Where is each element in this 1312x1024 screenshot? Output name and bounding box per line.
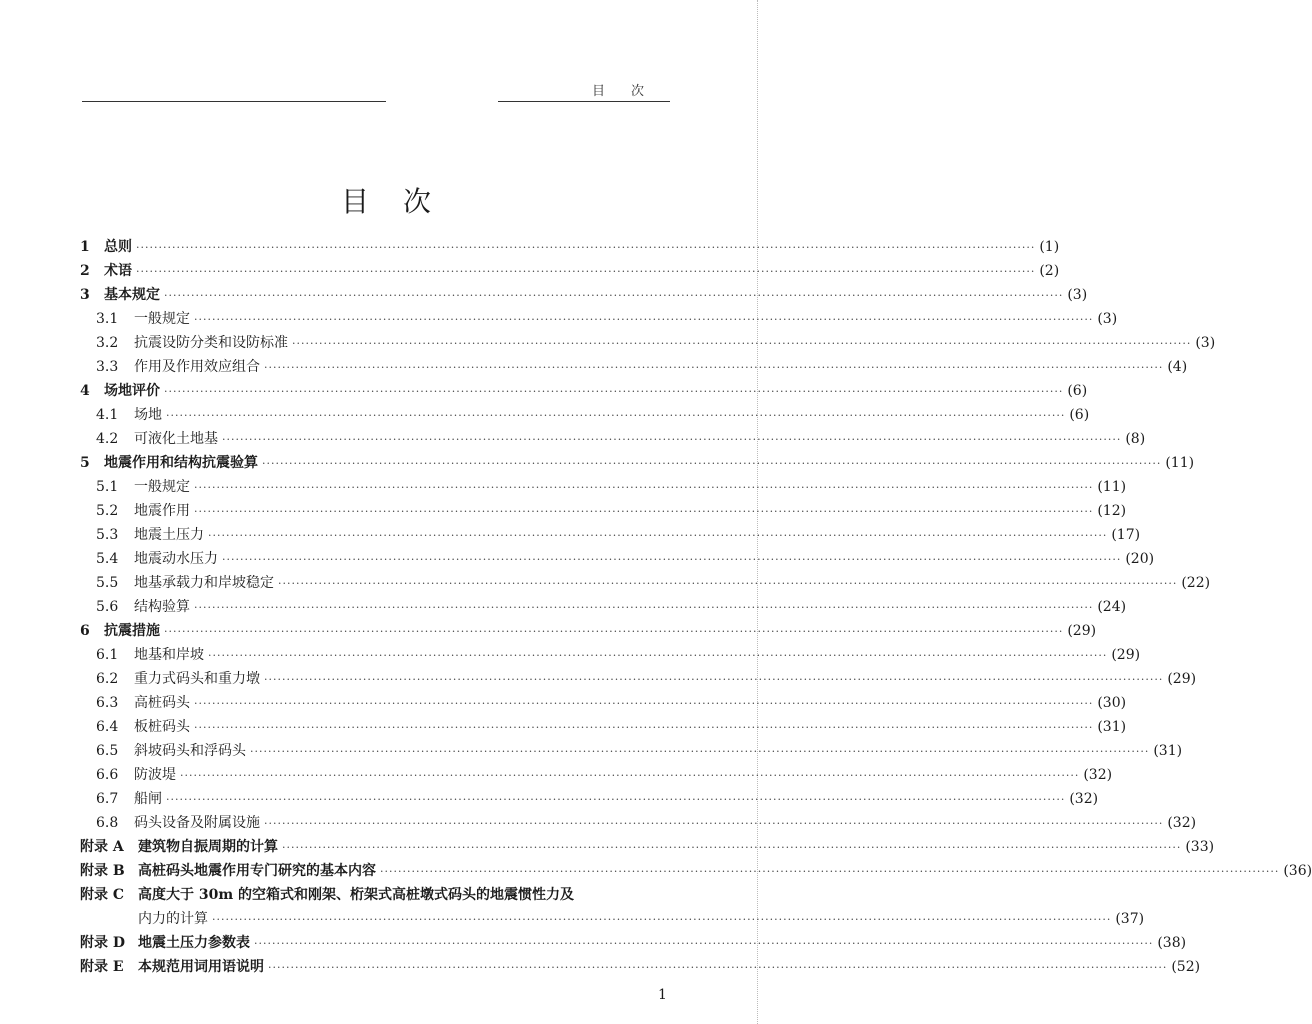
toc-entry-label	[96, 332, 288, 352]
toc-entry-number: 3.1	[96, 311, 119, 327]
toc-entry[interactable]	[80, 332, 1216, 356]
page-number: 1	[658, 987, 667, 1003]
toc-entry-title: 高桩码头地震作用专门研究的基本内容	[138, 863, 376, 879]
toc-entry-label	[96, 788, 162, 808]
toc-leader-dots: ········································································································································································································	[292, 337, 1192, 350]
toc-entry-number: 5.6	[96, 599, 119, 615]
toc-page-number: (17)	[1111, 527, 1141, 543]
toc-entry-number: 5.5	[96, 575, 119, 591]
toc-page-number: (11)	[1165, 455, 1195, 471]
toc-entry-number: 6.1	[96, 647, 119, 663]
toc-entry-number: 6.6	[96, 767, 119, 783]
toc-entry-title: 总则	[104, 239, 132, 255]
toc-page-number: (33)	[1185, 839, 1215, 855]
toc-entry-number: 5.3	[96, 527, 119, 543]
toc-page-number: (32)	[1069, 791, 1099, 807]
toc-entry-title: 地震动水压力	[134, 551, 218, 567]
toc-leader-dots: ········································································································································································································	[282, 841, 1182, 854]
toc-entry-title: 一般规定	[134, 479, 190, 495]
toc-page-number: (22)	[1181, 575, 1211, 591]
toc-entry-title: 地基和岸坡	[134, 647, 204, 663]
toc-page-number: (29)	[1111, 647, 1141, 663]
toc-entry[interactable]	[80, 452, 1195, 476]
toc-entry-number: 5.2	[96, 503, 119, 519]
toc-leader-dots: ········································································································································································································	[222, 553, 1122, 566]
toc-entry-title: 防波堤	[134, 767, 176, 783]
toc-entry[interactable]	[80, 788, 1099, 812]
toc-entry-label	[96, 812, 260, 832]
toc-leader-dots: ········································································································································································································	[222, 433, 1122, 446]
toc-page-number: (2)	[1039, 263, 1060, 279]
toc-page-number: (3)	[1097, 311, 1118, 327]
toc-entry-label	[96, 548, 218, 568]
toc-entry-label	[80, 956, 264, 976]
toc-page-number: (32)	[1083, 767, 1113, 783]
toc-leader-dots: ········································································································································································································	[194, 601, 1094, 614]
toc-page-number: (11)	[1097, 479, 1127, 495]
toc-entry-number: 附录 D	[80, 935, 126, 951]
toc-entry-number: 4.2	[96, 431, 119, 447]
toc-entry[interactable]	[80, 932, 1187, 956]
toc-entry-label	[96, 500, 190, 520]
toc-page-number: (6)	[1069, 407, 1090, 423]
toc-entry-title: 船闸	[134, 791, 162, 807]
toc-entry[interactable]	[80, 404, 1090, 428]
toc-entry[interactable]	[80, 692, 1127, 716]
page-title: 目次	[340, 185, 465, 218]
toc-entry[interactable]	[80, 716, 1127, 740]
toc-entry-title: 本规范用词用语说明	[138, 959, 264, 975]
toc-entry[interactable]	[80, 476, 1127, 500]
toc-entry-title: 一般规定	[134, 311, 190, 327]
toc-entry[interactable]	[80, 548, 1155, 572]
toc-entry-title: 内力的计算	[138, 911, 208, 927]
toc-entry-number: 附录 B	[80, 863, 125, 879]
toc-entry-label	[80, 284, 160, 304]
toc-page-number: (30)	[1097, 695, 1127, 711]
toc-entry[interactable]	[80, 356, 1188, 380]
toc-entry-label	[96, 428, 218, 448]
toc-entry[interactable]	[80, 764, 1113, 788]
toc-page-number: (24)	[1097, 599, 1127, 615]
toc-entry-number: 6.5	[96, 743, 119, 759]
toc-leader-dots: ········································································································································································································	[136, 241, 1036, 254]
toc-entry-label	[96, 524, 204, 544]
toc-page-number: (37)	[1115, 911, 1145, 927]
toc-entry[interactable]	[80, 308, 1118, 332]
toc-entry[interactable]	[80, 524, 1141, 548]
toc-entry-label	[96, 716, 190, 736]
toc-leader-dots: ········································································································································································································	[194, 697, 1094, 710]
toc-entry[interactable]	[80, 620, 1097, 644]
toc-entry-label	[96, 740, 246, 760]
toc-entry-label	[96, 404, 162, 424]
toc-leader-dots: ········································································································································································································	[380, 865, 1280, 878]
toc-leader-dots: ········································································································································································································	[194, 721, 1094, 734]
toc-entry-label	[96, 764, 176, 784]
toc-entry-label	[96, 572, 274, 592]
toc-entry[interactable]	[80, 668, 1197, 692]
toc-page-number: (20)	[1125, 551, 1155, 567]
toc-entry-title: 高度大于 30m 的空箱式和刚架、桁架式高桩墩式码头的地震惯性力及	[138, 887, 575, 903]
toc-page-number: (3)	[1067, 287, 1088, 303]
toc-entry-label	[80, 380, 160, 400]
toc-entry-label	[80, 932, 250, 952]
toc-entry-label	[96, 692, 190, 712]
toc-entry-title: 高桩码头	[134, 695, 190, 711]
toc-entry-label	[80, 836, 278, 856]
toc-entry-title: 码头设备及附属设施	[134, 815, 260, 831]
toc-leader-dots: ········································································································································································································	[254, 937, 1154, 950]
toc-entry-number: 5	[80, 455, 90, 471]
toc-entry-label	[80, 236, 132, 256]
toc-entry-number: 5.1	[96, 479, 119, 495]
toc-entry-label	[96, 596, 190, 616]
toc-leader-dots: ········································································································································································································	[180, 769, 1080, 782]
toc-entry-title: 地震土压力参数表	[138, 935, 250, 951]
header-rule-left	[82, 101, 386, 102]
toc-entry[interactable]	[80, 860, 1312, 884]
toc-entry-title: 抗震措施	[104, 623, 160, 639]
toc-entry-number: 3.3	[96, 359, 119, 375]
toc-leader-dots: ········································································································································································································	[264, 361, 1164, 374]
toc-entry[interactable]	[80, 260, 1060, 284]
toc-entry-label	[80, 884, 574, 904]
toc-leader-dots: ········································································································································································································	[250, 745, 1150, 758]
toc-entry-title: 建筑物自振周期的计算	[138, 839, 278, 855]
toc-entry-label	[96, 644, 204, 664]
toc-leader-dots: ········································································································································································································	[212, 913, 1112, 926]
toc-entry-number: 3.2	[96, 335, 119, 351]
toc-leader-dots: ········································································································································································································	[264, 817, 1164, 830]
toc-entry-number: 4.1	[96, 407, 119, 423]
toc-leader-dots: ········································································································································································································	[166, 793, 1066, 806]
toc-page-number: (4)	[1167, 359, 1188, 375]
toc-entry-number: 附录 A	[80, 839, 124, 855]
toc-entry-label	[80, 860, 376, 880]
toc-leader-dots: ········································································································································································································	[164, 625, 1064, 638]
toc-entry-number: 1	[80, 239, 90, 255]
toc-entry-title: 地震作用和结构抗震验算	[104, 455, 258, 471]
toc-entry[interactable]	[80, 500, 1127, 524]
toc-leader-dots: ········································································································································································································	[136, 265, 1036, 278]
toc-entry[interactable]	[80, 572, 1211, 596]
toc-entry[interactable]	[80, 740, 1183, 764]
toc-entry[interactable]	[80, 428, 1146, 452]
toc-entry[interactable]	[80, 836, 1215, 860]
toc-page-number: (31)	[1153, 743, 1183, 759]
toc-entry-title: 地震土压力	[134, 527, 204, 543]
toc-page-number: (29)	[1067, 623, 1097, 639]
toc-entry-label	[80, 260, 132, 280]
toc-entry-label	[80, 620, 160, 640]
toc-entry-number: 附录 C	[80, 887, 125, 903]
toc-entry[interactable]	[80, 596, 1127, 620]
toc-entry-title: 斜坡码头和浮码头	[134, 743, 246, 759]
toc-leader-dots: ········································································································································································································	[194, 505, 1094, 518]
toc-entry-number: 5.4	[96, 551, 119, 567]
toc-entry-title: 板桩码头	[134, 719, 190, 735]
toc-entry-number: 3	[80, 287, 90, 303]
toc-leader-dots: ········································································································································································································	[268, 961, 1168, 974]
toc-entry[interactable]	[80, 812, 1197, 836]
header-rule-right	[498, 101, 670, 102]
toc-leader-dots: ········································································································································································································	[208, 649, 1108, 662]
toc-page-number: (52)	[1171, 959, 1201, 975]
toc-entry-label	[96, 668, 260, 688]
toc-entry-number: 6	[80, 623, 90, 639]
toc-entry-title: 场地	[134, 407, 162, 423]
toc-entry-title: 基本规定	[104, 287, 160, 303]
toc-entry-title: 地基承载力和岸坡稳定	[134, 575, 274, 591]
toc-entry-number: 6.8	[96, 815, 119, 831]
toc-page-number: (12)	[1097, 503, 1127, 519]
toc-leader-dots: ········································································································································································································	[194, 481, 1094, 494]
toc-leader-dots: ········································································································································································································	[164, 289, 1064, 302]
toc-entry-title: 术语	[104, 263, 132, 279]
toc-entry-label	[138, 908, 208, 928]
toc-leader-dots: ········································································································································································································	[194, 313, 1094, 326]
toc-page-number: (8)	[1125, 431, 1146, 447]
toc-page-number: (38)	[1157, 935, 1187, 951]
toc-entry[interactable]	[80, 908, 1145, 932]
toc-leader-dots: ········································································································································································································	[166, 409, 1066, 422]
toc-entry[interactable]	[80, 644, 1141, 668]
toc-entry-title: 作用及作用效应组合	[134, 359, 260, 375]
toc-leader-dots: ········································································································································································································	[208, 529, 1108, 542]
toc-leader-dots: ········································································································································································································	[164, 385, 1064, 398]
toc-page-number: (29)	[1167, 671, 1197, 687]
running-header: 目次	[591, 84, 670, 99]
toc-entry[interactable]	[80, 236, 1060, 260]
toc-entry-label	[80, 452, 258, 472]
toc-leader-dots: ········································································································································································································	[264, 673, 1164, 686]
toc-page-number: (1)	[1039, 239, 1060, 255]
toc-entry-number: 附录 E	[80, 959, 124, 975]
toc-entry-label	[96, 476, 190, 496]
toc-entry-title: 重力式码头和重力墩	[134, 671, 260, 687]
toc-entry-number: 2	[80, 263, 90, 279]
toc-leader-dots: ········································································································································································································	[278, 577, 1178, 590]
toc-page-number: (32)	[1167, 815, 1197, 831]
toc-page-number: (31)	[1097, 719, 1127, 735]
table-of-contents	[80, 236, 1312, 980]
toc-entry-number: 6.3	[96, 695, 119, 711]
toc-leader-dots: ········································································································································································································	[262, 457, 1162, 470]
toc-entry-number: 6.4	[96, 719, 119, 735]
toc-entry-number: 6.2	[96, 671, 119, 687]
toc-entry-title: 可液化土地基	[134, 431, 218, 447]
toc-entry-title: 结构验算	[134, 599, 190, 615]
toc-entry-number: 6.7	[96, 791, 119, 807]
toc-entry[interactable]	[80, 284, 1088, 308]
toc-entry-number: 4	[80, 383, 90, 399]
toc-entry[interactable]	[80, 380, 1088, 404]
toc-entry[interactable]	[80, 884, 670, 908]
toc-page-number: (3)	[1195, 335, 1216, 351]
toc-entry-title: 场地评价	[104, 383, 160, 399]
toc-page-number: (6)	[1067, 383, 1088, 399]
toc-entry-label	[96, 308, 190, 328]
toc-entry-label	[96, 356, 260, 376]
toc-page-number: (36)	[1283, 863, 1312, 879]
toc-entry-title: 地震作用	[134, 503, 190, 519]
toc-entry[interactable]	[80, 956, 1201, 980]
toc-entry-title: 抗震设防分类和设防标准	[134, 335, 288, 351]
